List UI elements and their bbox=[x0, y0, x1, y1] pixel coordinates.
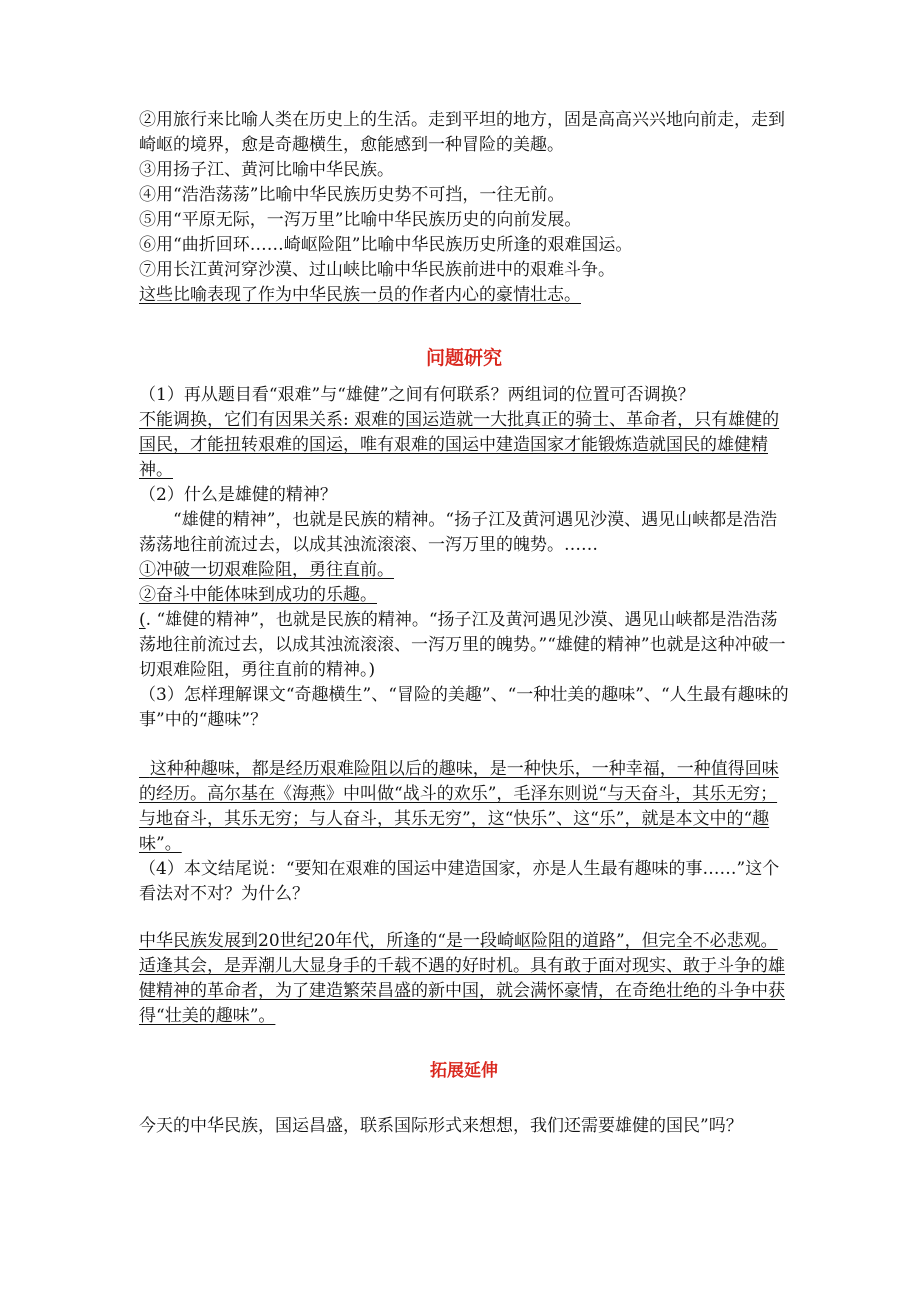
metaphor-summary: 这些比喻表现了作为中华民族一员的作者内心的豪情壮志。 bbox=[139, 285, 581, 305]
answer-1: 不能调换，它们有因果关系: 艰难的国运造就一大批真正的骑士、革命者，只有雄健的国民，才能扭转艰难的国运，唯有艰难的国运中建造国家才能锻炼造就国民的雄健精神。 bbox=[139, 410, 780, 480]
question-2: （2）什么是雄健的精神？ bbox=[139, 485, 337, 505]
answer-2-note-paren: ( bbox=[139, 610, 146, 630]
question-1: （1）再从题目看“艰难”与“雄健”之间有何联系？两组词的位置可否调换？ bbox=[139, 385, 695, 405]
document-page bbox=[139, 108, 789, 1139]
section-title-research: 问题研究 bbox=[425, 347, 502, 369]
metaphor-item: ②用旅行来比喻人类在历史上的生活。走到平坦的地方，固是高高兴兴地向前走，走到崎岖的境界，愈是奇趣横生，愈能感到一种冒险的美趣。 bbox=[139, 110, 785, 155]
answer-4: 中华民族发展到20世纪20年代，所逢的“是一段崎岖险阻的道路”，但完全不必悲观。适逢其会，是弄潮儿大显身手的千载不遇的好时机。具有敢于面对现实、敢于斗争的雄健精神的革命者，为了建造繁荣昌盛的新中国，就会满怀豪情，在奇绝壮绝的斗争中获得“壮美的趣味”。 bbox=[139, 931, 785, 1026]
extension-question: 今天的中华民族，国运昌盛，联系国际形式来想想，我们还需要雄健的国民”吗？ bbox=[139, 1116, 743, 1136]
answer-2-note bbox=[139, 608, 789, 683]
question-3: （3）怎样理解课文“奇趣横生”、“冒险的美趣”、“一种壮美的趣味”、“人生最有趣味的事”中的“趣味”？ bbox=[139, 685, 789, 730]
metaphor-item: ⑥用“曲折回环……崎岖险阻”比喻中华民族历史所逢的艰难国运。 bbox=[139, 235, 633, 255]
answer-2-point-1: ①冲破一切艰难险阻，勇往直前。 bbox=[139, 560, 394, 580]
section-title-extension: 拓展延伸 bbox=[430, 1061, 498, 1081]
metaphor-item: ④用“浩浩荡荡”比喻中华民族历史势不可挡，一往无前。 bbox=[139, 185, 565, 205]
answer-2-point-2: ②奋斗中能体味到成功的乐趣。 bbox=[139, 585, 377, 605]
answer-3-text: 这种种趣味，都是经历艰难险阻以后的趣味，是一种快乐，一种幸福，一种值得回味的经历。高尔基在《海燕》中叫做“战斗的欢乐”，毛泽东则说“与天奋斗，其乐无穷；与地奋斗，其乐无穷；与人奋斗，其乐无穷”，这“快乐”、这“乐”，就是本文中的“趣味”。 bbox=[139, 759, 779, 854]
answer-2-note-text: . “雄健的精神”，也就是民族的精神。“扬子江及黄河遇见沙漠、遇见山峡都是浩浩荡荡地往前流过去，以成其浊流滚滚、一泻万里的魄势。”“雄健的精神”也就是这种冲破一切艰难险阻，勇往直前的精神。) bbox=[139, 610, 786, 680]
answer-3 bbox=[139, 757, 789, 857]
metaphor-item: ⑤用“平原无际，一泻万里”比喻中华民族历史的向前发展。 bbox=[139, 210, 582, 230]
question-2-text: “雄健的精神”，也就是民族的精神。“扬子江及黄河遇见沙漠、遇见山峡都是浩浩荡荡地往前流过去，以成其浊流滚滚、一泻万里的魄势。…… bbox=[139, 510, 778, 555]
metaphor-item: ⑦用长江黄河穿沙漠、过山峡比喻中华民族前进中的艰难斗争。 bbox=[139, 260, 615, 280]
question-4: （4）本文结尾说：“要知在艰难的国运中建造国家，亦是人生最有趣味的事……”这个看法对不对？为什么？ bbox=[139, 859, 780, 904]
metaphor-item: ③用扬子江、黄河比喻中华民族。 bbox=[139, 160, 394, 180]
